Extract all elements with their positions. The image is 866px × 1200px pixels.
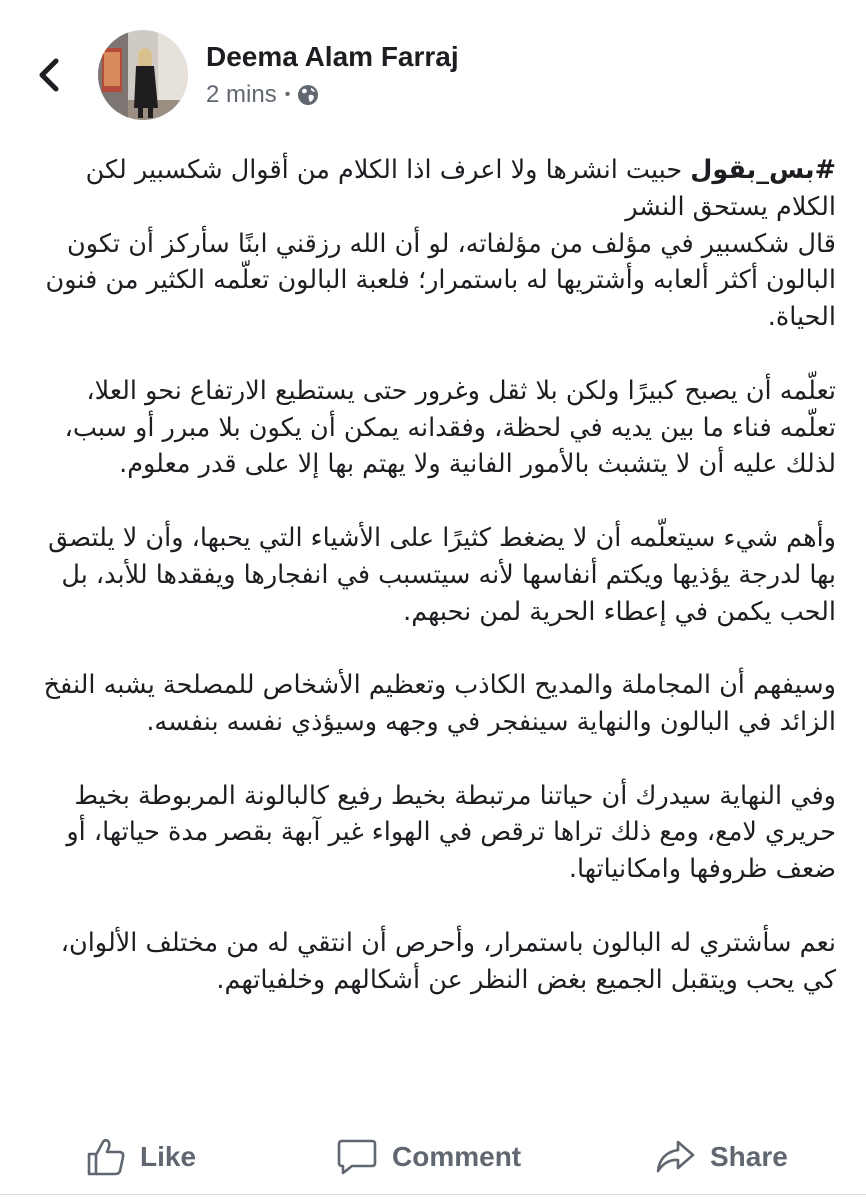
thumbs-up-icon <box>86 1138 126 1176</box>
post-text <box>32 152 836 998</box>
timestamp[interactable]: 2 mins <box>206 81 277 108</box>
share-arrow-icon <box>654 1138 696 1176</box>
post-paragraph-3: وأهم شيء سيتعلّمه أن لا يضغط كثيرًا على الأشياء التي يحبها، وأن لا يلتصق بها لدرجة يؤذيها ويكتم أنفاسها لأنه سيتسبب في انفجارها ويفقدها للأبد، بل الحب يكمن في إعطاء الحرية لمن نحبهم. <box>48 522 836 627</box>
globe-icon <box>297 84 319 106</box>
post-paragraph-2: تعلّمه أن يصبح كبيرًا ولكن بلا ثقل وغرور حتى يستطيع الارتفاع نحو العلا، تعلّمه فناء ما بين يديه في لحظة، وفقدانه يمكن أن يكون بلا مبرر أو سبب، لذلك عليه أن لا يتشبث بالأمور الفانية ولا يهتم بها إلا على قدر معلوم. <box>64 375 836 480</box>
avatar[interactable] <box>98 30 188 120</box>
post-paragraph-1 <box>32 152 836 336</box>
back-button[interactable] <box>26 50 72 100</box>
post-paragraph-4: وسيفهم أن المجاملة والمديح الكاذب وتعظيم الأشخاص للمصلحة يشبه النفخ الزائد في البالون والنهاية سينفجر في وجهه وسيؤذي نفسه بنفسه. <box>43 670 836 737</box>
post-header <box>0 0 866 140</box>
like-button[interactable] <box>86 1134 196 1180</box>
meta-separator: • <box>284 86 291 103</box>
comment-button[interactable] <box>336 1134 521 1180</box>
author-name[interactable]: Deema Alam Farraj <box>206 41 459 72</box>
hashtag-link[interactable]: #بس_بقول <box>690 155 836 185</box>
post-paragraph-5: وفي النهاية سيدرك أن حياتنا مرتبطة بخيط رفيع كالبالونة المربوطة بخيط حريري لامع، ومع ذلك تراها ترقص في الهواء غير آبهة بقصر مدة حياتها، أو ضعف ظروفها وامكانياتها. <box>66 780 836 885</box>
share-button[interactable] <box>654 1134 788 1180</box>
post-action-bar <box>0 1120 866 1195</box>
like-label: Like <box>140 1141 197 1172</box>
share-label: Share <box>710 1141 788 1172</box>
comment-bubble-icon <box>336 1137 378 1177</box>
post-meta <box>206 80 319 110</box>
post-paragraph-6: نعم سأشتري له البالون باستمرار، وأحرص أن انتقي له من مختلف الألوان، كي يحب ويتقبل الجميع بغض النظر عن أشكالهم وخلفياتهم. <box>60 927 836 995</box>
paragraph-text: حبيت انشرها ولا اعرف اذا الكلام من أقوال شكسبير لكن الكلام يستحق النشر قال شكسبير في مؤلف من مؤلفاته، لو أن الله رزقني ابنًا سأركز أن تكون البالون أكثر ألعابه وأشتريها له باستمرار؛ فلعبة البالون تعلّمه الكثير من فنون الحياة. <box>45 155 836 333</box>
chevron-left-icon <box>34 57 64 93</box>
comment-label: Comment <box>392 1141 522 1172</box>
